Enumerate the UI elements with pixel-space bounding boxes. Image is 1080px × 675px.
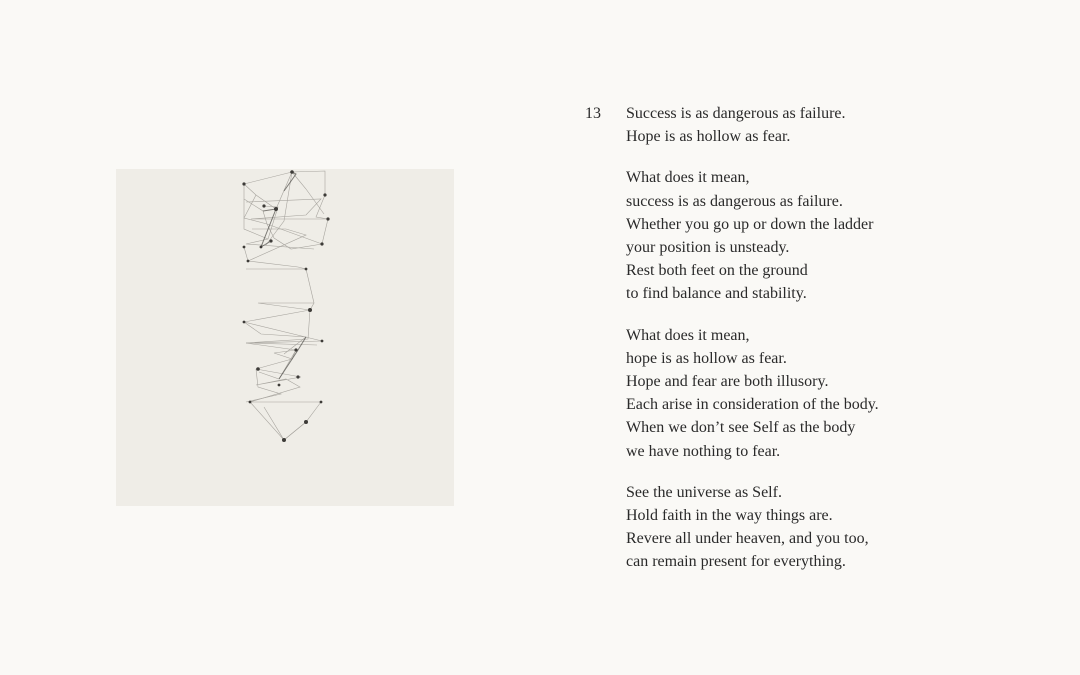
artwork-panel: [116, 169, 454, 506]
poem-line: Hold faith in the way things are.: [626, 507, 833, 525]
poem-line: Each arise in consideration of the body.: [626, 396, 879, 414]
poem-line: Hope is as hollow as fear.: [626, 128, 791, 146]
poem-line: What does it mean,: [626, 169, 750, 187]
poem-line: your position is unsteady.: [626, 239, 790, 257]
stanza: [626, 481, 1046, 574]
poem-line: Success is as dangerous as failure.: [626, 105, 846, 122]
stanza: [626, 102, 1046, 148]
poem-line: Hope and fear are both illusory.: [626, 373, 829, 391]
poem-line: When we don’t see Self as the body: [626, 419, 856, 437]
poem-line: Whether you go up or down the ladder: [626, 215, 874, 233]
poem-line: Rest both feet on the ground: [626, 262, 808, 280]
poem-line: to find balance and stability.: [626, 285, 807, 303]
poem-line: What does it mean,: [626, 326, 750, 344]
poem-line: See the universe as Self.: [626, 483, 782, 501]
poem-line: success is as dangerous as failure.: [626, 192, 843, 210]
chapter-number: 13: [585, 105, 601, 122]
stanza: [626, 166, 1046, 305]
poem-line: Revere all under heaven, and you too,: [626, 530, 869, 548]
stanza: [626, 324, 1046, 463]
ladder-network-illustration: [116, 169, 454, 506]
poem-text: [626, 102, 1046, 592]
poem-line: can remain present for everything.: [626, 553, 846, 571]
poem-line: we have nothing to fear.: [626, 442, 781, 460]
poem-line: hope is as hollow as fear.: [626, 349, 787, 367]
